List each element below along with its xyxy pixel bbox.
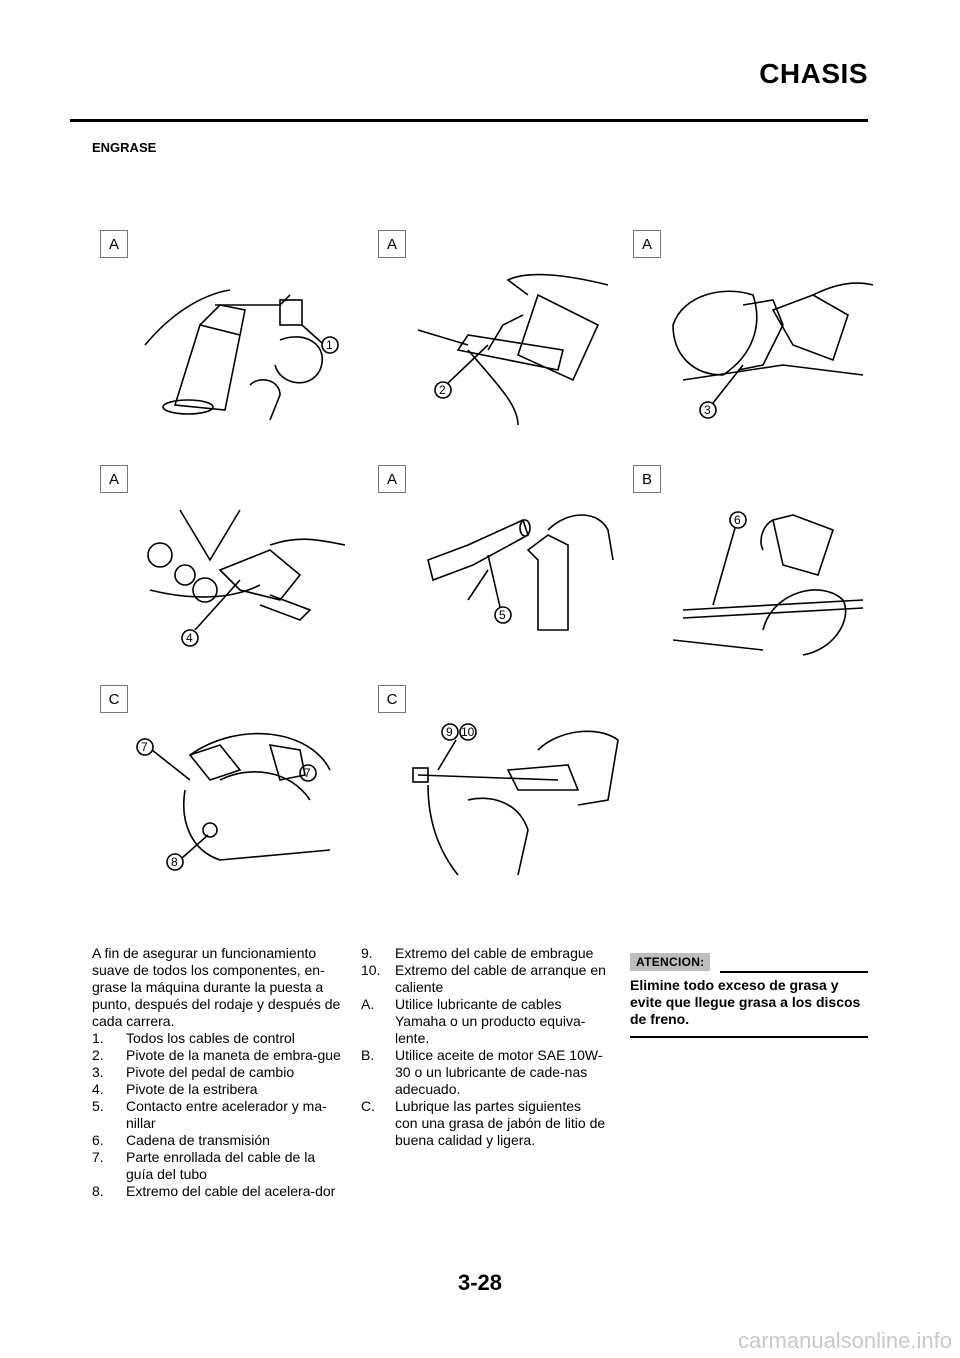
header-rule	[70, 119, 868, 122]
middle-text-column	[361, 945, 606, 1149]
callout-7a: 7	[141, 740, 148, 754]
figure-label: A	[378, 465, 406, 493]
callout-10: 10	[461, 725, 475, 739]
caution-label: ATENCION:	[630, 953, 710, 971]
list-item: 6. Cadena de transmisión	[92, 1132, 270, 1148]
clutch-lever-pivot-icon	[408, 255, 628, 430]
callout-5: 5	[499, 608, 506, 622]
page-number: 3-28	[457, 1270, 503, 1295]
figure-panel-1	[100, 230, 360, 430]
cable-end-grease-icon	[408, 710, 628, 885]
footrest-pivot-icon	[130, 490, 350, 665]
caution-box	[630, 953, 868, 1038]
callout-9: 9	[446, 725, 453, 739]
callout-8: 8	[171, 855, 178, 869]
list-item: 5. Contacto entre acelerador y ma-nillar	[92, 1098, 327, 1131]
list-item: 2. Pivote de la maneta de embra-gue	[92, 1047, 341, 1063]
list-item: B. Utilice aceite de motor SAE 10W-30 o un lubricante de cade-nas adecuado.	[361, 1047, 603, 1097]
callout-6: 6	[734, 513, 741, 527]
caution-text: Elimine todo exceso de grasa y evite que llegue grasa a los discos de freno.	[630, 977, 868, 1038]
throttle-cable-guide-icon	[130, 710, 350, 885]
figure-label: A	[100, 465, 128, 493]
list-item: 10. Extremo del cable de arranque en caliente	[361, 962, 606, 995]
list-item: 8. Extremo del cable del acelera-dor	[92, 1183, 336, 1199]
left-text-column	[92, 945, 344, 1200]
figure-label: C	[378, 685, 406, 713]
figure-panel-6	[633, 465, 893, 665]
figure-label: A	[633, 230, 661, 258]
caution-rule	[720, 971, 868, 973]
callout-4: 4	[186, 631, 193, 645]
figure-panel-3	[633, 230, 893, 430]
callout-2: 2	[439, 383, 446, 397]
figure-panel-5	[378, 465, 638, 665]
drive-chain-icon	[663, 490, 883, 665]
list-item: 1. Todos los cables de control	[92, 1030, 295, 1046]
list-item: 9. Extremo del cable de embrague	[361, 945, 594, 961]
list-item: 4. Pivote de la estribera	[92, 1081, 258, 1097]
figure-panel-7	[100, 685, 360, 885]
lubricant-notes-list	[361, 945, 606, 1149]
figure-panel-4	[100, 465, 360, 665]
figure-panel-8	[378, 685, 638, 885]
watermark: carmanualsonline.info	[737, 1328, 952, 1353]
throttle-grip-icon	[408, 490, 628, 665]
figure-panel-2	[378, 230, 638, 430]
list-item: 7. Parte enrollada del cable de la guía del tubo	[92, 1149, 316, 1182]
callout-7b: 7	[304, 766, 311, 780]
lubrication-points-list	[92, 1030, 344, 1200]
figure-label: B	[633, 465, 661, 493]
list-item: C. Lubrique las partes siguientes con una grasa de jabón de litio de buena calidad y ligera.	[361, 1098, 606, 1148]
shift-pedal-pivot-icon	[663, 255, 883, 430]
section-title: ENGRASE	[92, 140, 157, 155]
figure-label: A	[100, 230, 128, 258]
callout-3: 3	[704, 403, 711, 417]
figure-label: A	[378, 230, 406, 258]
list-item: A. Utilice lubricante de cables Yamaha o un producto equiva-lente.	[361, 996, 586, 1046]
figure-label: C	[100, 685, 128, 713]
callout-1: 1	[326, 338, 333, 352]
intro-paragraph: A fin de asegurar un funcionamiento suave de todos los componentes, en-grase la máquina durante la puesta a punto, después del rodaje y después de cada carrera.	[92, 945, 341, 1029]
list-item: 3. Pivote del pedal de cambio	[92, 1064, 295, 1080]
spray-can-cable-icon	[130, 255, 350, 430]
page-header-title: CHASIS	[759, 58, 868, 89]
